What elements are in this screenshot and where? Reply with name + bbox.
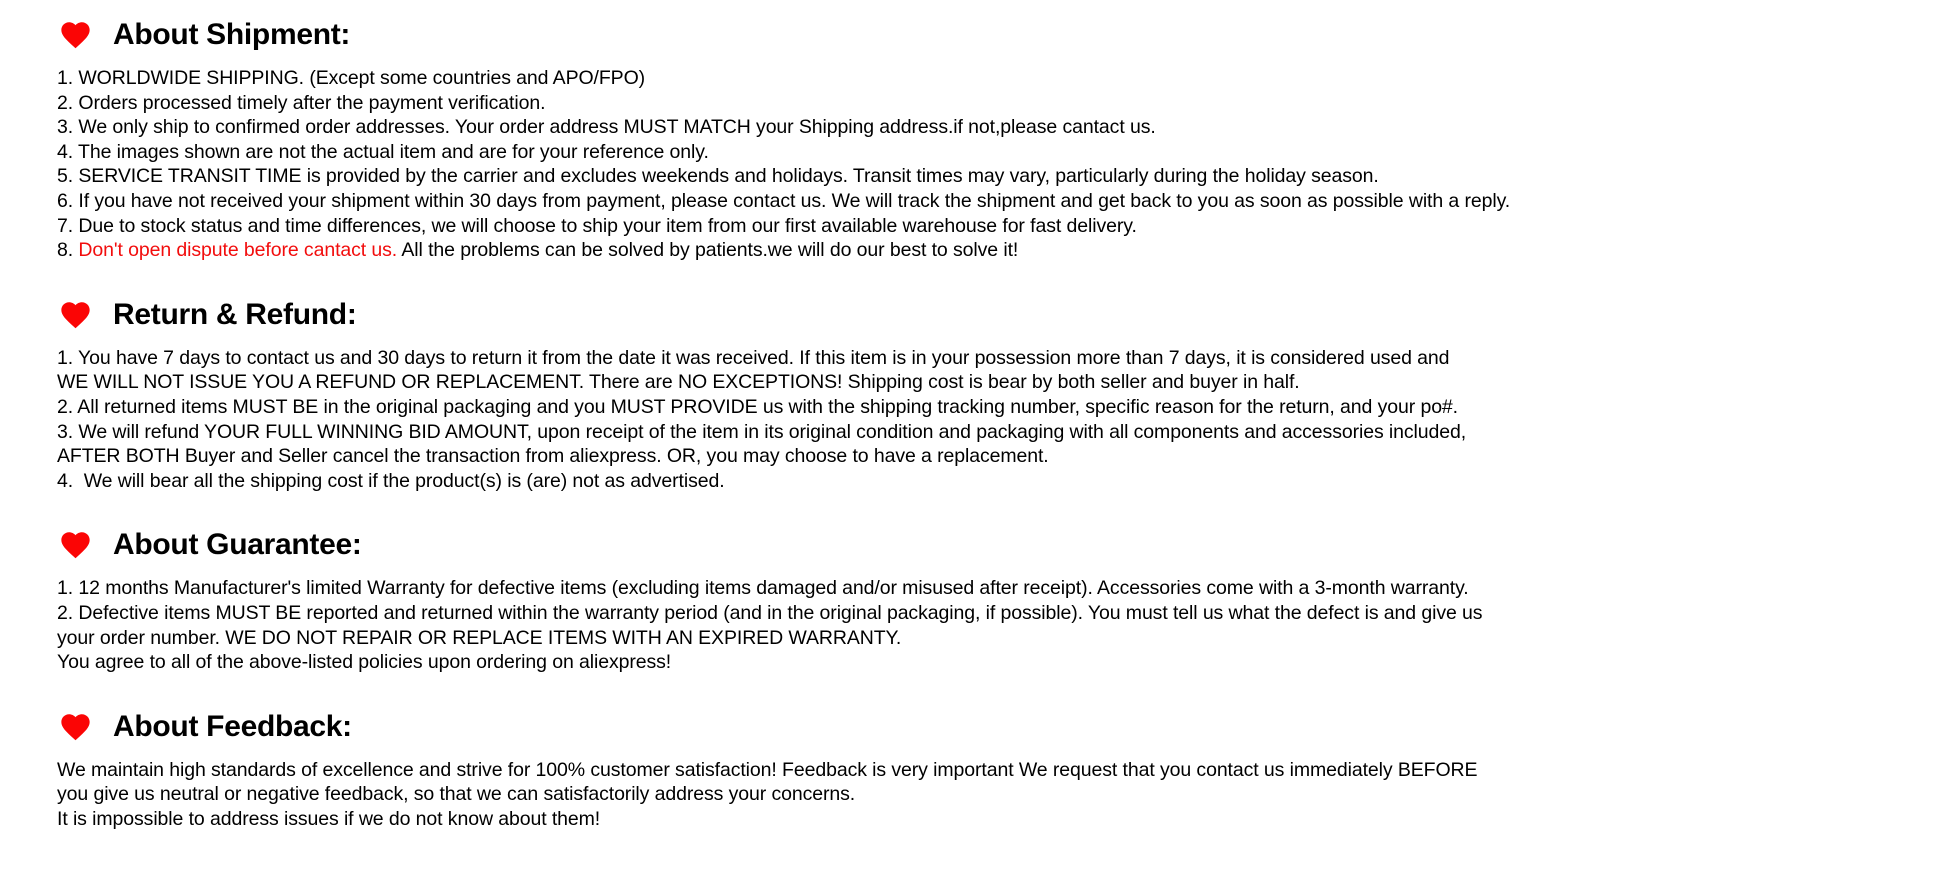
section-about-guarantee — [57, 526, 1946, 674]
section-body — [57, 758, 1946, 832]
policy-text: 1. 12 months Manufacturer's limited Warranty for defective items (excluding items damaged and/or misused after receipt). Accessories come with a 3-month warranty. — [57, 577, 1469, 600]
section-heading-row — [57, 16, 1946, 54]
policy-text: All the problems can be solved by patients.we will do our best to solve it! — [397, 239, 1019, 262]
heart-icon — [57, 18, 94, 52]
policy-text: 3. We will refund YOUR FULL WINNING BID AMOUNT, upon receipt of the item in its original condition and packaging with all components and accessories included, — [57, 420, 1467, 443]
policy-line — [57, 115, 1946, 140]
policy-line — [57, 214, 1946, 239]
policy-text: 2. All returned items MUST BE in the original packaging and you MUST PROVIDE us with the shipping tracking number, specific reason for the return, and your po#. — [57, 395, 1458, 418]
section-title: About Guarantee: — [113, 528, 362, 562]
section-heading-row — [57, 296, 1946, 334]
policy-text: 3. We only ship to confirmed order addresses. Your order address MUST MATCH your Shipping address.if not,please cantact us. — [57, 116, 1156, 139]
section-title: About Shipment: — [113, 18, 351, 51]
section-heading-row — [57, 708, 1946, 746]
policy-line — [57, 420, 1946, 445]
policy-line — [57, 807, 1946, 832]
policy-text: It is impossible to address issues if we do not know about them! — [57, 807, 601, 830]
section-body — [57, 66, 1946, 263]
policy-text: You agree to all of the above-listed policies upon ordering on aliexpress! — [57, 651, 672, 674]
policy-line — [57, 469, 1946, 494]
policy-line — [57, 91, 1946, 116]
policy-text: 2. Orders processed timely after the payment verification. — [57, 91, 546, 114]
policy-line — [57, 370, 1946, 395]
policy-text: 4. The images shown are not the actual item and are for your reference only. — [57, 140, 709, 163]
policy-text: We maintain high standards of excellence and strive for 100% customer satisfaction! Feedback is very important We request that you contact us immediately BEFORE — [57, 758, 1478, 781]
heart-icon — [57, 528, 94, 562]
policy-line — [57, 346, 1946, 371]
policy-text: AFTER BOTH Buyer and Seller cancel the transaction from aliexpress. OR, you may choose to have a replacement. — [57, 445, 1049, 468]
policy-line — [57, 782, 1946, 807]
highlighted-warning-text: Don't open dispute before cantact us. — [78, 239, 398, 262]
policy-line — [57, 601, 1946, 626]
policy-text: 6. If you have not received your shipment within 30 days from payment, please contact us. We will track the shipment and get back to you as soon as possible with a reply. — [57, 189, 1511, 212]
policy-line — [57, 758, 1946, 783]
policy-line — [57, 238, 1946, 263]
policy-line — [57, 576, 1946, 601]
policy-text: 2. Defective items MUST BE reported and returned within the warranty period (and in the original packaging, if possible). You must tell us what the defect is and give us — [57, 601, 1483, 624]
policy-text: you give us neutral or negative feedback, so that we can satisfactorily address your concerns. — [57, 783, 856, 806]
section-about-feedback — [57, 708, 1946, 832]
policy-line — [57, 650, 1946, 675]
policy-line — [57, 626, 1946, 651]
section-about-shipment — [57, 16, 1946, 263]
policy-line — [57, 444, 1946, 469]
policy-text: WE WILL NOT ISSUE YOU A REFUND OR REPLACEMENT. There are NO EXCEPTIONS! Shipping cost is bear by both seller and buyer in half. — [57, 371, 1300, 394]
section-body — [57, 576, 1946, 674]
section-body — [57, 346, 1946, 494]
policy-line — [57, 395, 1946, 420]
heart-icon — [57, 298, 94, 332]
section-title: Return & Refund: — [113, 297, 357, 331]
policy-line — [57, 189, 1946, 214]
policy-text: 4. We will bear all the shipping cost if the product(s) is (are) not as advertised. — [57, 469, 725, 492]
policy-text: 1. WORLDWIDE SHIPPING. (Except some countries and APO/FPO) — [57, 67, 646, 89]
policy-text: 5. SERVICE TRANSIT TIME is provided by the carrier and excludes weekends and holidays. Transit times may vary, particularly during the holiday season. — [57, 165, 1379, 188]
heart-icon — [57, 710, 94, 744]
policy-text: 8. — [57, 239, 79, 262]
policy-line — [57, 140, 1946, 165]
section-heading-row — [57, 526, 1946, 564]
section-return-refund — [57, 296, 1946, 494]
section-title: About Feedback: — [113, 709, 352, 743]
policy-line — [57, 164, 1946, 189]
policy-text: your order number. WE DO NOT REPAIR OR REPLACE ITEMS WITH AN EXPIRED WARRANTY. — [57, 626, 902, 649]
policy-text: 1. You have 7 days to contact us and 30 days to return it from the date it was received. If this item is in your possession more than 7 days, it is considered used and — [57, 346, 1450, 369]
policy-line — [57, 66, 1946, 91]
policy-text: 7. Due to stock status and time differences, we will choose to ship your item from our first available warehouse for fast delivery. — [57, 214, 1137, 237]
